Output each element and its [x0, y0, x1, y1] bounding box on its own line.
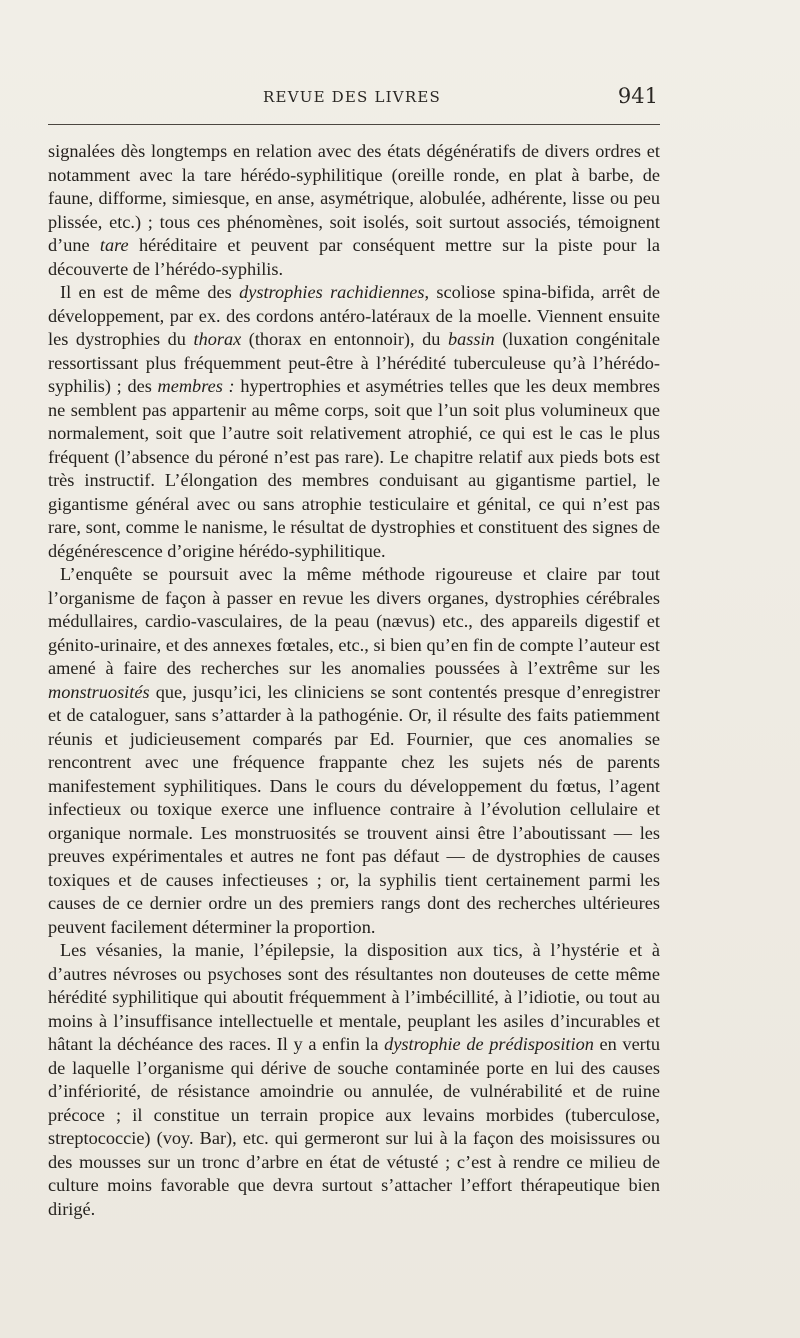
- running-title: REVUE DES LIVRES: [263, 88, 441, 106]
- paragraph-4: Les vésanies, la manie, l’épilepsie, la disposition aux tics, à l’hystérie et à d’autres névroses ou psychoses sont des résultantes non douteuses de cette même hérédité syphilitique qui aboutit fréquemment à l’imbécillité, à l’idiotie, ou tout au moins à l’insuffisance intellectuelle et mentale, peuplant les asiles d’incurables et hâtant la déchéance des races. Il y a enfin la dystrophie de prédisposition en vertu de laquelle l’organisme qui dérive de souche contaminée porte en lui des causes d’infériorité, de résistance amoindrie ou annulée, de vulnérabilité et de ruine précoce ; il constitue un terrain propice aux levains morbides (tuberculose, streptococcie) (voy. Bar), etc. qui germeront sur lui à la façon des moisissures ou des mousses sur un tronc d’arbre en état de vétusté ; c’est à rendre ce milieu de culture moins favorable que devra surtout s’attacher l’effort thérapeutique bien dirigé.: [48, 940, 660, 1219]
- page-header: [46, 84, 658, 112]
- paragraph-2: Il en est de même des dystrophies rachidiennes, scoliose spina-bifida, arrêt de développement, par ex. des cordons antéro-latéraux de la moelle. Viennent ensuite les dystrophies du thorax (thorax en entonnoir), du bassin (luxation congénitale ressortissant plus fréquemment peut-être à l’hérédité tuberculeuse qu’à l’hérédo-syphilis) ; des membres : hypertrophies et asymétries telles que les deux membres ne semblent pas appartenir au même corps, soit que l’un soit plus volumineux que normalement, soit que l’autre soit relativement atrophié, ce qui est le cas le plus fréquent (l’absence du péroné n’est pas rare). Le chapitre relatif aux pieds bots est très instructif. L’élongation des membres conduisant au gigantisme partiel, le gigantisme général avec ou sans atrophie testiculaire et génital, ce qui n’est pas rare, sont, comme le nanisme, le résultat de dystrophies et constituent des signes de dégénérescence d’origine hérédo-syphilitique.: [48, 282, 660, 561]
- paragraph-1: signalées dès longtemps en relation avec des états dégénératifs de divers ordres et notamment avec la tare hérédo-syphilitique (oreille ronde, en plat à barbe, de faune, difforme, simiesque, en anse, asymétrique, alobulée, adhérente, lisse ou peu plissée, etc.) ; tous ces phénomènes, soit isolés, soit surtout associés, témoignent d’une tare héréditaire et peuvent par conséquent mettre sur la piste pour la découverte de l’hérédo-syphilis.: [48, 141, 660, 279]
- page-number: 941: [617, 84, 658, 108]
- body-text: [48, 140, 660, 1221]
- header-rule: [48, 124, 660, 125]
- paragraph-3: L’enquête se poursuit avec la même méthode rigoureuse et claire par tout l’organisme de façon à passer en revue les divers organes, dystrophies cérébrales médullaires, cardio-vasculaires, de la peau (nævus) etc., des appareils digestif et génito-urinaire, et des annexes fœtales, etc., si bien qu’en fin de compte l’auteur est amené à faire des recherches sur les anomalies poussées à l’extrême sur les monstruosités que, jusqu’ici, les cliniciens se sont contentés presque d’enregistrer et de cataloguer, sans s’attarder à la pathogénie. Or, il résulte des faits patiemment réunis et judicieusement comparés par Ed. Fournier, que ces anomalies se rencontrent avec une fréquence frappante chez les sujets nés de parents manifestement syphilitiques. Dans le cours du développement du fœtus, l’agent infectieux ou toxique exerce une influence contraire à l’évolution cellulaire et organique normale. Les monstruosités se trouvent ainsi être l’aboutissant — les preuves expérimentales et autres ne font pas défaut — de dystrophies de causes toxiques et de causes infectieuses ; or, la syphilis tient certainement parmi les causes de ce dernier ordre un des premiers rangs dont des recherches ultérieures peuvent facilement déterminer la proportion.: [48, 564, 660, 937]
